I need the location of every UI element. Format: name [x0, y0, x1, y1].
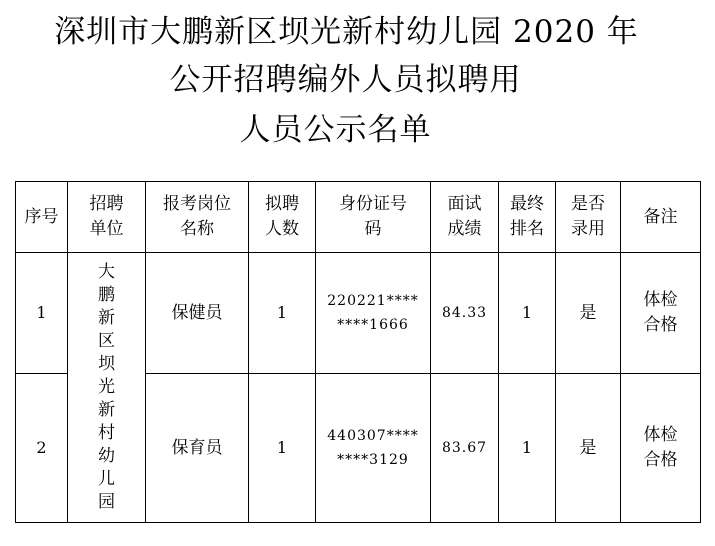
table-row [16, 253, 701, 374]
cell-rank: 1 [499, 253, 556, 374]
hire-list-table [15, 181, 701, 523]
document-title-line-2: 公开招聘编外人员拟聘用 [169, 62, 522, 98]
cell-seq: 2 [16, 374, 68, 523]
cell-quota: 1 [249, 374, 316, 523]
cell-interview: 83.67 [431, 374, 499, 523]
cell-quota: 1 [249, 253, 316, 374]
document-title-line-3: 人员公示名单 [239, 112, 432, 148]
cell-remark: 体检合格 [621, 253, 701, 374]
cell-interview: 84.33 [431, 253, 499, 374]
cell-unit: 大鹏新区坝光新村幼儿园 [68, 253, 146, 523]
cell-remark: 体检合格 [621, 374, 701, 523]
cell-position: 保健员 [146, 253, 249, 374]
header-hired: 是否录用 [556, 182, 621, 253]
cell-hired: 是 [556, 253, 621, 374]
document-title-line-1: 深圳市大鹏新区坝光新村幼儿园 2020 年 [54, 14, 639, 50]
cell-rank: 1 [499, 374, 556, 523]
header-remark: 备注 [621, 182, 701, 253]
header-rank: 最终排名 [499, 182, 556, 253]
header-unit: 招聘单位 [68, 182, 146, 253]
cell-position: 保育员 [146, 374, 249, 523]
cell-hired: 是 [556, 374, 621, 523]
header-seq: 序号 [16, 182, 68, 253]
header-quota: 拟聘人数 [249, 182, 316, 253]
cell-id: 220221********1666 [316, 253, 431, 374]
cell-seq: 1 [16, 253, 68, 374]
header-position: 报考岗位名称 [146, 182, 249, 253]
cell-id: 440307********3129 [316, 374, 431, 523]
table-header-row [16, 182, 701, 253]
header-id: 身份证号码 [316, 182, 431, 253]
header-interview: 面试成绩 [431, 182, 499, 253]
